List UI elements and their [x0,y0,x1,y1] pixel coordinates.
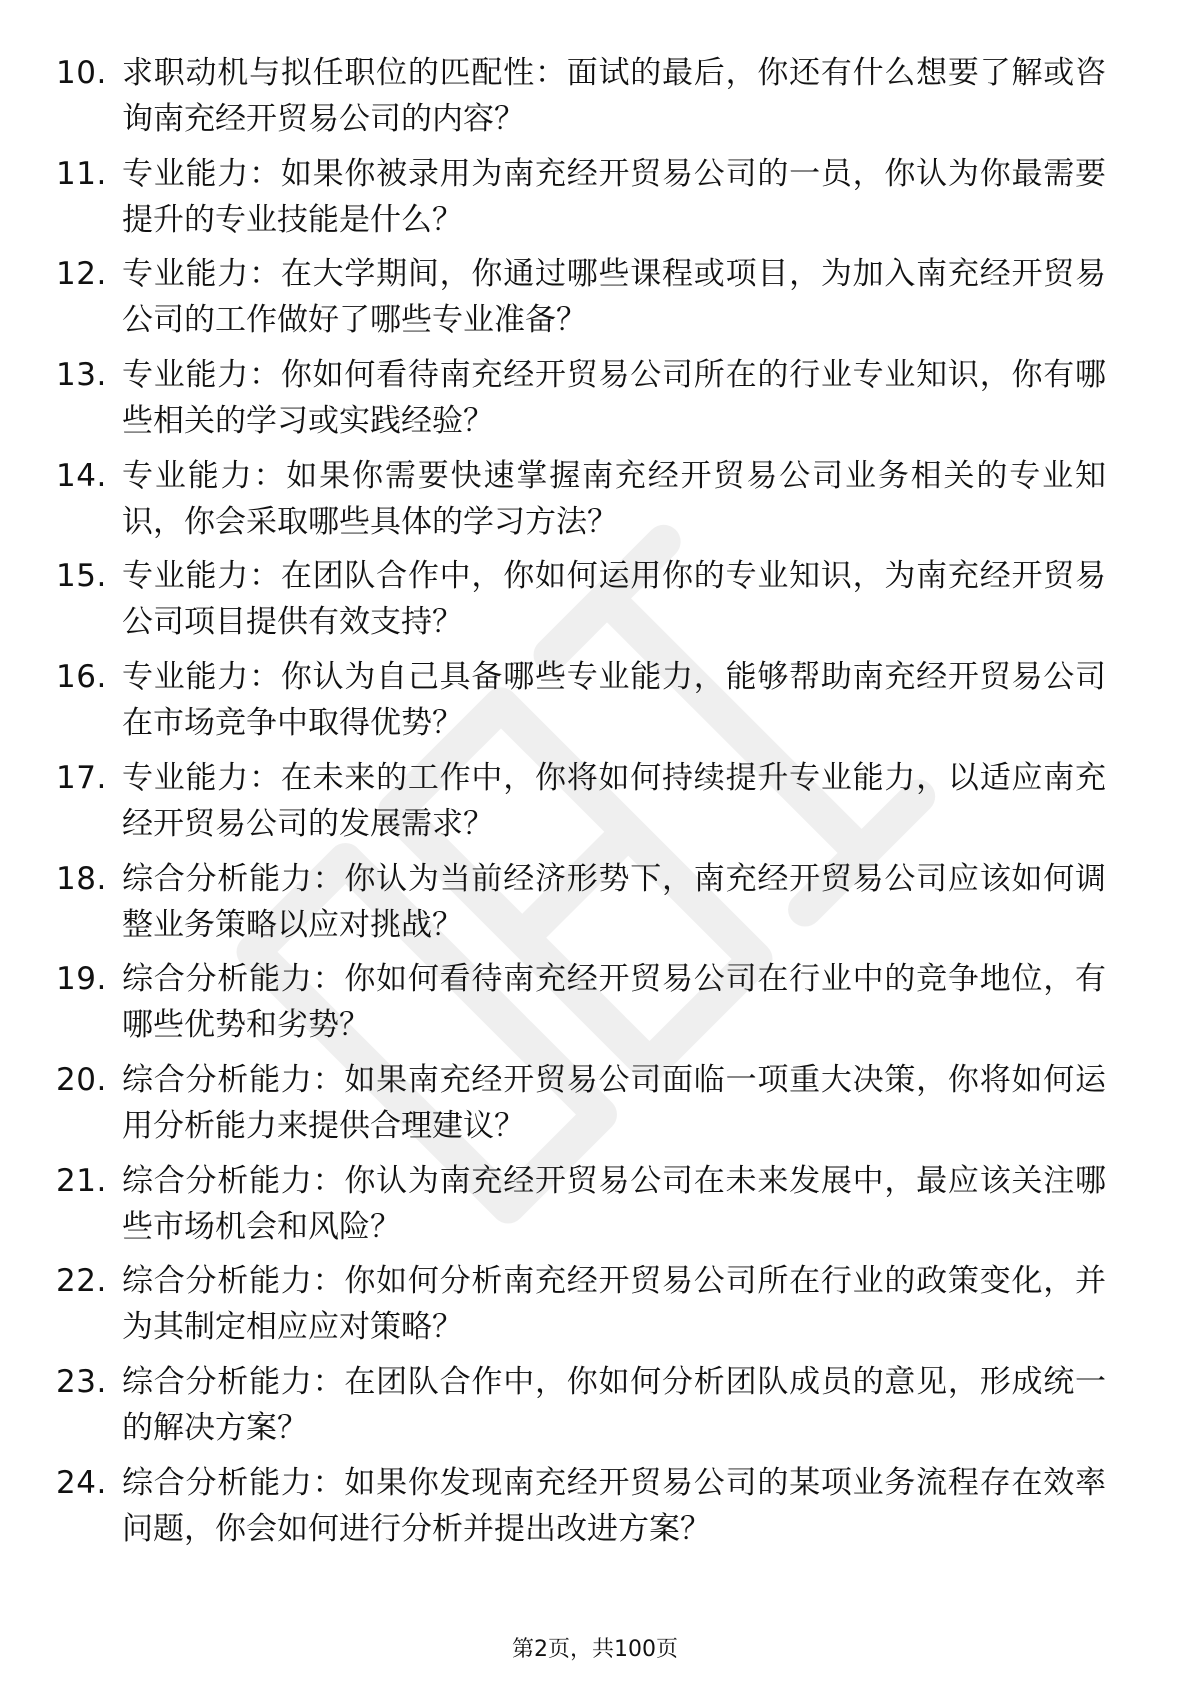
page-number-footer: 第2页，共100页 [512,1637,678,1662]
question-item [56,956,1106,1057]
question-text: 综合分析能力：你认为南充经开贸易公司在未来发展中，最应该关注哪些市场机会和风险？ [122,1162,1106,1245]
question-item [56,755,1106,856]
question-text: 综合分析能力：如果南充经开贸易公司面临一项重大决策，你将如何运用分析能力来提供合理建议？ [122,1061,1106,1144]
question-text: 综合分析能力：你如何分析南充经开贸易公司所在行业的政策变化，并为其制定相应应对策略？ [122,1263,1106,1346]
question-item [56,1057,1106,1158]
question-item [56,50,1106,151]
question-number: 17. [56,759,107,796]
question-item [56,654,1106,755]
question-text: 专业能力：在团队合作中，你如何运用你的专业知识，为南充经开贸易公司项目提供有效支持？ [122,558,1106,641]
question-number: 13. [56,357,107,394]
question-text: 专业能力：如果你需要快速掌握南充经开贸易公司业务相关的专业知识，你会采取哪些具体的学习方法？ [122,457,1106,540]
question-number: 10. [56,55,107,91]
question-item [56,1359,1106,1460]
question-number: 22. [56,1263,107,1300]
question-text: 综合分析能力：你认为当前经济形势下，南充经开贸易公司应该如何调整业务策略以应对挑战？ [122,860,1106,943]
question-number: 23. [56,1363,107,1400]
question-number: 16. [56,659,107,696]
question-item [56,553,1106,654]
question-number: 14. [56,457,107,494]
question-item [56,151,1106,252]
question-number: 21. [56,1162,107,1199]
question-text: 专业能力：你认为自己具备哪些专业能力，能够帮助南充经开贸易公司在市场竞争中取得优势？ [122,659,1106,742]
question-number: 15. [56,558,107,595]
question-text: 综合分析能力：如果你发现南充经开贸易公司的某项业务流程存在效率问题，你会如何进行分析并提出改进方案？ [122,1464,1106,1547]
question-text: 专业能力：在大学期间，你通过哪些课程或项目，为加入南充经开贸易公司的工作做好了哪些专业准备？ [122,256,1106,339]
question-item [56,251,1106,352]
question-number: 20. [56,1061,107,1098]
question-text: 求职动机与拟任职位的匹配性：面试的最后，你还有什么想要了解或咨询南充经开贸易公司的内容？ [122,55,1106,137]
question-item [56,1158,1106,1259]
question-text: 专业能力：如果你被录用为南充经开贸易公司的一员，你认为你最需要提升的专业技能是什么？ [122,155,1106,238]
question-item [56,1460,1106,1561]
question-number: 11. [56,155,107,192]
question-text: 专业能力：在未来的工作中，你将如何持续提升专业能力，以适应南充经开贸易公司的发展需求？ [122,759,1106,842]
question-list [56,50,1106,1560]
question-number: 24. [56,1464,107,1501]
question-number: 18. [56,860,107,897]
question-item [56,453,1106,554]
question-text: 专业能力：你如何看待南充经开贸易公司所在的行业专业知识，你有哪些相关的学习或实践经验？ [122,357,1106,440]
question-number: 19. [56,961,107,998]
question-number: 12. [56,256,107,293]
question-item [56,1258,1106,1359]
question-text: 综合分析能力：你如何看待南充经开贸易公司在行业中的竞争地位，有哪些优势和劣势？ [122,961,1106,1044]
question-item [56,352,1106,453]
question-item [56,856,1106,957]
question-text: 综合分析能力：在团队合作中，你如何分析团队成员的意见，形成统一的解决方案？ [122,1363,1106,1446]
